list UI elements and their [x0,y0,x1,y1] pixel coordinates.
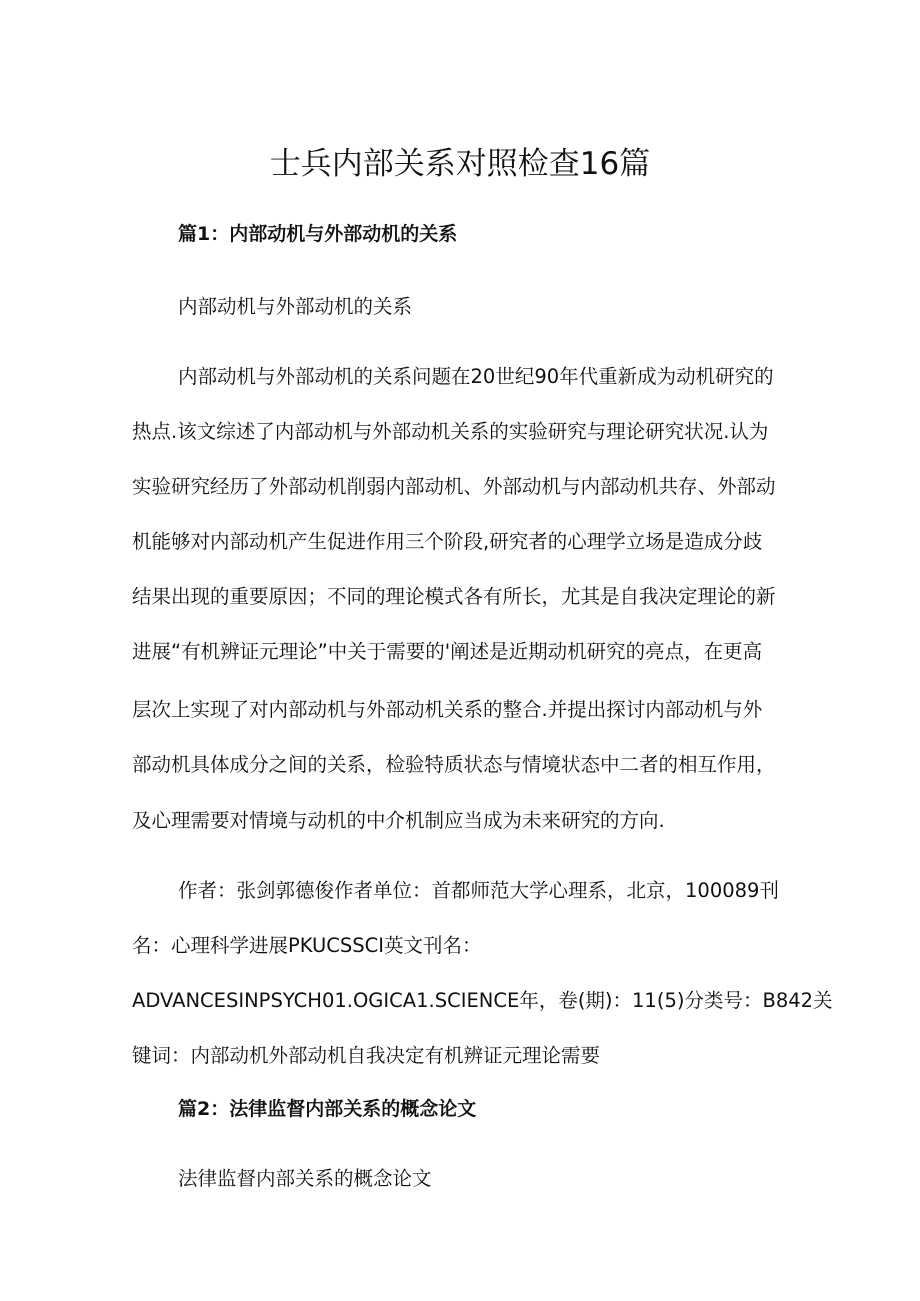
section-1-heading: 篇1：内部动机与外部动机的关系 [178,223,458,245]
meta-author-line: 作者：张剑郭德俊作者单位：首都师范大学心理系，北京，100089刊 [178,879,779,902]
meta-journal-line: 名：心理科学进展PKUCSSCI英文刊名： [132,934,482,957]
abstract-line: 机能够对内部动机产生促进作用三个阶段,研究者的心理学立场是造成分歧 [132,530,763,553]
document-title: 士兵内部关系对照检查16篇 [269,146,651,182]
section-2-heading: 篇2：法律监督内部关系的概念论文 [178,1098,477,1120]
meta-keywords-line: 键词：内部动机外部动机自我决定有机辨证元理论需要 [132,1044,601,1067]
abstract-line: 结果出现的重要原因；不同的理论模式各有所长，尤其是自我决定理论的新 [132,585,776,608]
abstract-line: 层次上实现了对内部动机与外部动机关系的整合.并提出探讨内部动机与外 [132,698,763,721]
abstract-line: 及心理需要对情境与动机的中介机制应当成为未来研究的方向. [132,809,665,832]
section-2-subtitle: 法律监督内部关系的概念论文 [178,1167,432,1190]
abstract-line: 部动机具体成分之间的关系，检验特质状态与情境状态中二者的相互作用， [132,753,776,776]
meta-english-journal-line: ADVANCESINPSYCH01.OGICA1.SCIENCE年，卷(期)：11(5)分类号：B842关 [132,989,833,1012]
abstract-line: 内部动机与外部动机的关系问题在20世纪90年代重新成为动机研究的 [178,365,774,388]
section-1-subtitle: 内部动机与外部动机的关系 [178,295,413,318]
abstract-line: 热点.该文综述了内部动机与外部动机关系的实验研究与理论研究状况.认为 [132,420,769,443]
abstract-line: 实验研究经历了外部动机削弱内部动机、外部动机与内部动机共存、外部动 [132,475,776,498]
abstract-line: 进展“有机辨证元理论”中关于需要的'阐述是近期动机研究的亮点，在更高 [132,640,763,663]
